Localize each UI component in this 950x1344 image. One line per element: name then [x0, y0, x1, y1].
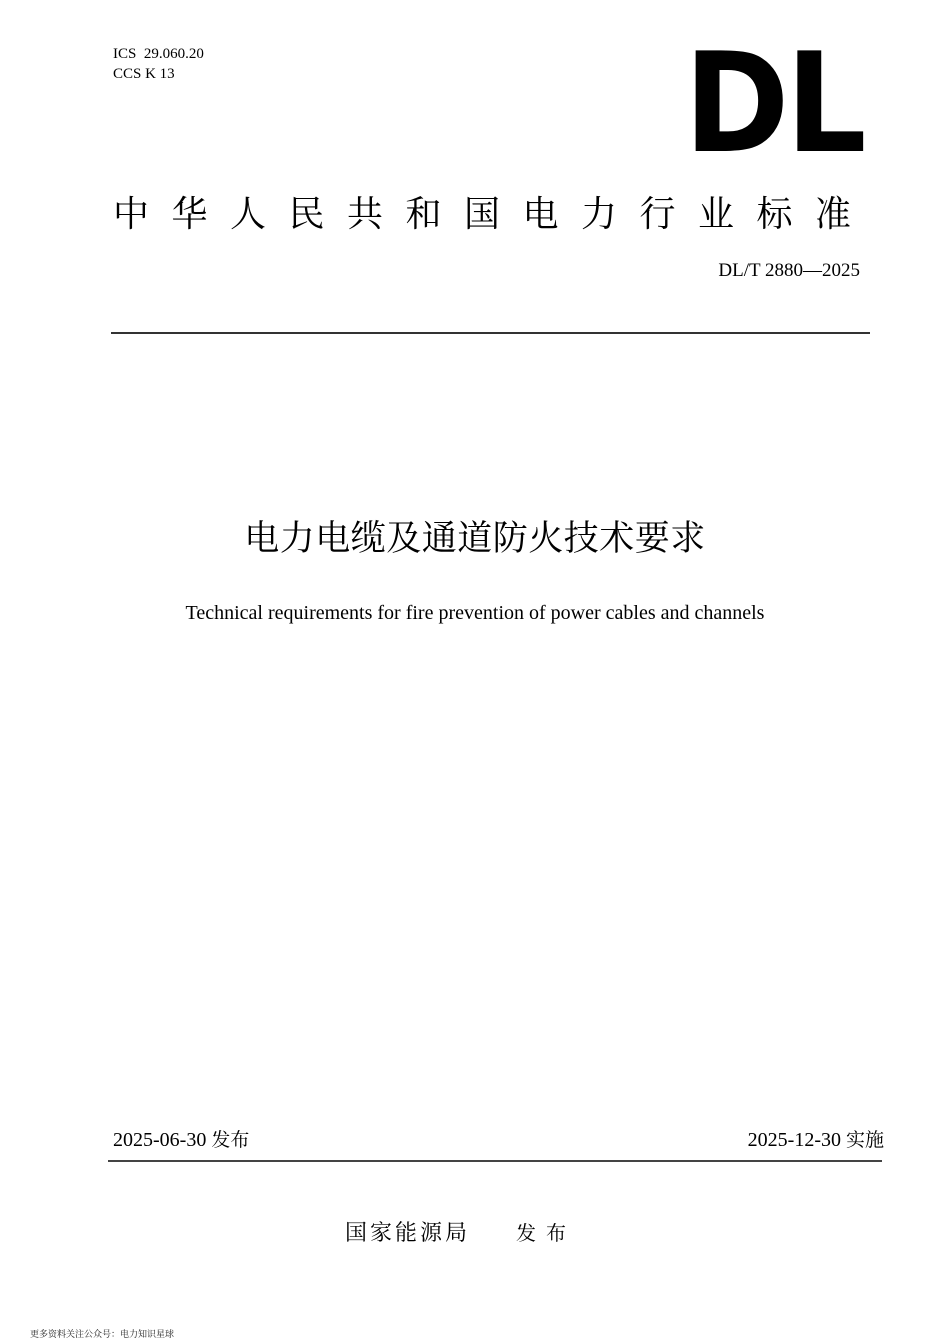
ics-code: ICS 29.060.20	[113, 46, 204, 62]
standard-number: DL/T 2880—2025	[718, 260, 860, 281]
publish-label: 发布	[211, 1129, 250, 1151]
dl-logo: DL	[684, 23, 863, 184]
effective-date-line	[748, 1127, 884, 1153]
document-title-chinese: 电力电缆及通道防火技术要求	[244, 519, 706, 559]
issuer-line	[345, 1218, 576, 1249]
ccs-code: CCS K 13	[113, 66, 175, 82]
footer-note: 更多资料关注公众号：电力知识星球	[30, 1330, 175, 1340]
publish-date: 2025-06-30	[113, 1129, 207, 1151]
standard-category-title: 中华人民共和国电力行业标准	[113, 194, 874, 235]
issuer-name: 国家能源局	[345, 1221, 471, 1246]
issuer-action: 发布	[516, 1221, 577, 1245]
effective-label: 实施	[845, 1129, 884, 1151]
effective-date: 2025-12-30	[747, 1129, 841, 1151]
document-title-english: Technical requirements for fire prevention of power cables and channels	[185, 602, 765, 624]
top-divider	[111, 332, 870, 334]
publish-date-line	[113, 1127, 249, 1153]
bottom-divider	[108, 1160, 882, 1162]
classification-codes	[113, 44, 204, 84]
